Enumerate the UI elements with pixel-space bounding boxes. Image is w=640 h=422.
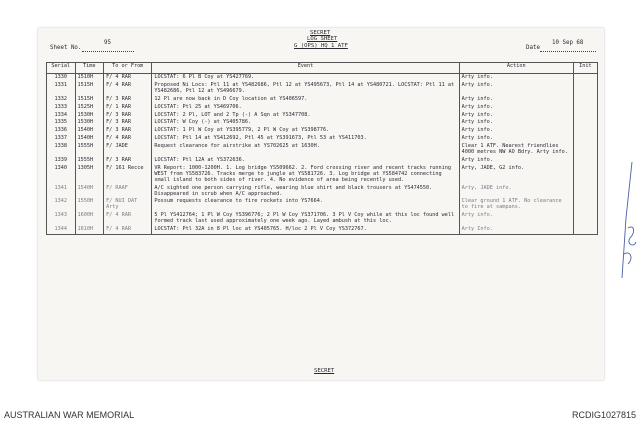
row-event: LOCSTAT: Ptl 25 at YS469706. [152,104,459,112]
col-init: Init [573,63,597,74]
date-label: Date [526,45,540,51]
row-to-or-from: F/ 4 RAR [104,212,152,226]
footer-record-id: RCDIG1027815 [571,410,636,420]
row-time: 1305H [75,165,104,185]
footer-archive-name: AUSTRALIAN WAR MEMORIAL [4,410,135,420]
row-event: LOCSTAT: Ptl 14 at YS412692, Ptl 45 at YS391673, Ptl 53 at YS411703. [152,135,459,143]
row-serial: 1339 [47,157,76,165]
row-time: 1540H [75,135,104,143]
table-row [47,157,598,165]
row-time: 1530H [75,119,104,127]
table-row [47,143,598,157]
table-header-row [47,63,598,74]
row-serial: 1338 [47,143,76,157]
row-init [573,82,597,96]
row-action: Arty, JADE info. [459,185,573,199]
row-to-or-from: F/ 3 RAR [104,157,152,165]
row-serial: 1331 [47,82,76,96]
row-event: Possum requests clearance to fire rockets into YS7664. [152,198,459,212]
row-event: 5 Pl YS412764; 1 Pl W Coy YS396776; 2 Pl W Coy YS371706. 3 Pl V Coy while at this loc found well formed track last used approximately one week ago. Layed ambush at this loc. [152,212,459,226]
row-to-or-from: F/ RAAF [104,185,152,199]
row-serial: 1340 [47,165,76,185]
col-event: Event [152,63,459,74]
row-to-or-from: F/ 3 RAR [104,112,152,120]
row-serial: 1333 [47,104,76,112]
row-to-or-from: F/ 3 RAR [104,96,152,104]
row-to-or-from: F/ 4 RAR [104,226,152,234]
sheet-number-label: Sheet No. [50,45,82,51]
row-event: Proposed Ni Locs: Ptl 11 at YS482686, Ptl 12 at YS495673, Ptl 14 at YS480721. LOCSTAT: Ptl 11 at YS482686, Ptl 12 at YS496679. [152,82,459,96]
row-to-or-from: F/ 3 RAR [104,119,152,127]
row-action: Arty info. [459,157,573,165]
table-row [47,74,598,82]
row-time: 1515H [75,82,104,96]
row-time: 1540H [75,127,104,135]
row-time: 1540H [75,185,104,199]
row-serial: 1330 [47,74,76,82]
row-action: Arty info. [459,112,573,120]
log-sheet-page [38,28,604,380]
row-serial: 1343 [47,212,76,226]
table-row [47,82,598,96]
row-init [573,226,597,234]
row-serial: 1341 [47,185,76,199]
sheet-number-line [82,51,134,52]
row-serial: 1342 [47,198,76,212]
col-time: Time [75,63,104,74]
row-event: LOCSTAT: W Coy (-) at YS405786. [152,119,459,127]
col-serial: Serial [47,63,76,74]
row-serial: 1344 [47,226,76,234]
row-to-or-from: F/ JADE [104,143,152,157]
log-sheet-heading: LOG SHEET [307,36,338,42]
row-time: 1610H [75,226,104,234]
row-to-or-from: F/ 4 RAR [104,82,152,96]
row-init [573,127,597,135]
table-row [47,96,598,104]
classification-bottom: SECRET [314,368,335,374]
table-row [47,226,598,234]
col-to-or-from: To or From [104,63,152,74]
row-event: LOCSTAT: Ptl 12A at YS372636. [152,157,459,165]
row-serial: 1336 [47,127,76,135]
row-event: LOCSTAT: 2 Pl, LOT and 2 Tp (-) A Sqn at YS347708. [152,112,459,120]
row-time: 1510H [75,74,104,82]
row-action: Arty, JADE, G2 info. [459,165,573,185]
row-action: Arty info. [459,135,573,143]
row-event: LOCSTAT: 6 Pl B Coy at YS427769. [152,74,459,82]
table-row [47,185,598,199]
row-to-or-from: F/ 4 RAR [104,135,152,143]
row-event: VR Report: 1000-1200H. 1. Log bridge YS509662. 2. Ford crossing river and recent tracks running WEST from YS583726. Tracks merge to jungle at YS581726. 3. Log bridge at YS584742 connecting small island to both sides of river. 4. No evidence of area being recently used. [152,165,459,185]
row-init [573,112,597,120]
row-init [573,104,597,112]
date-line [540,51,596,52]
row-to-or-from: F/ 4 RAR [104,74,152,82]
row-action: Arty info. [459,212,573,226]
row-time: 1525H [75,104,104,112]
row-time: 1550H [75,198,104,212]
col-action: Action [459,63,573,74]
row-init [573,198,597,212]
table-row [47,165,598,185]
row-init [573,212,597,226]
row-to-or-from: F/ 1 RAR [104,104,152,112]
unit-line: G (OPS) HQ 1 ATF [294,43,348,49]
table-row [47,198,598,212]
row-to-or-from: F/ 3 RAR [104,127,152,135]
row-to-or-from: F/ NUI DAT Arty [104,198,152,212]
row-action: Arty info. [459,127,573,135]
row-time: 1515H [75,96,104,104]
row-init [573,96,597,104]
row-time: 1600H [75,212,104,226]
row-event: LOCSTAT: Ptl 32A in 8 Pl loc at YS405765. H/loc 2 Pl V Coy YS372767. [152,226,459,234]
row-action: Arty info. [459,104,573,112]
row-serial: 1332 [47,96,76,104]
row-time: 1555H [75,157,104,165]
table-row [47,112,598,120]
row-serial: 1334 [47,112,76,120]
table-row [47,212,598,226]
row-event: Request clearance for airstrike at YS702625 at 1630H. [152,143,459,157]
date-value: 10 Sep 68 [552,40,584,46]
row-init [573,157,597,165]
row-init [573,135,597,143]
row-init [573,74,597,82]
handwritten-initials [618,158,640,298]
table-row [47,127,598,135]
row-to-or-from: F/ 161 Recce [104,165,152,185]
row-action: Arty info. [459,96,573,104]
row-action: Arty Info. [459,226,573,234]
row-event: 12 Pl are now back in D Coy location at YS406597. [152,96,459,104]
row-serial: 1335 [47,119,76,127]
row-serial: 1337 [47,135,76,143]
table-row [47,135,598,143]
row-event: LOCSTAT: 1 Pl W Coy at YS395779, 2 Pl W Coy at YS398776. [152,127,459,135]
row-event: A/C sighted one person carrying rifle, wearing blue shirt and black trousers at YS474550. Disappeared in scrub when A/C approached. [152,185,459,199]
row-time: 1530H [75,112,104,120]
table-row [47,119,598,127]
row-action: Arty info. [459,119,573,127]
row-init [573,143,597,157]
log-table [46,62,598,235]
table-row [47,104,598,112]
row-init [573,119,597,127]
row-action: Clear 1 ATF. Nearest friendlies 4000 metres NW AO Bdry. Arty info. [459,143,573,157]
row-action: Arty info. [459,74,573,82]
sheet-number-value: 95 [104,40,111,46]
row-init [573,165,597,185]
row-action: Clear ground 1 ATF. No clearance to fire at sampans. [459,198,573,212]
row-action: Arty info. [459,82,573,96]
row-init [573,185,597,199]
classification-top: SECRET [310,30,331,36]
row-time: 1555H [75,143,104,157]
